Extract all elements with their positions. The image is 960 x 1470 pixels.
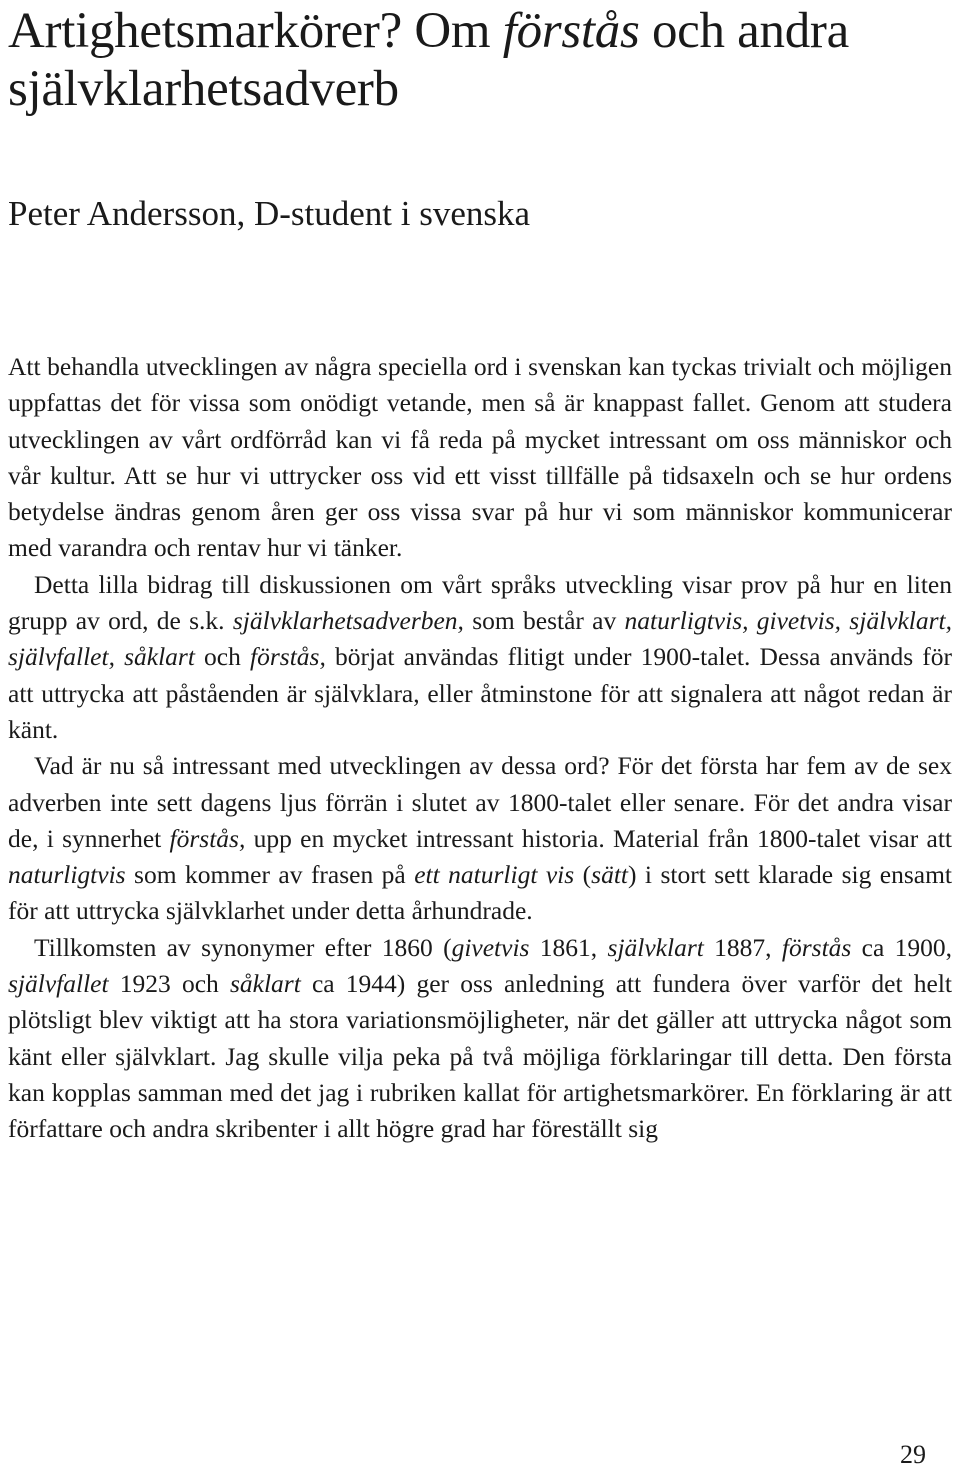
article-title <box>8 0 952 118</box>
italic-term: sätt <box>591 860 628 890</box>
text-run: ( <box>574 860 592 890</box>
italic-term: naturligtvis, givetvis, självklart, självfallet, såklart <box>8 606 953 672</box>
italic-term: självklarhetsadverben, <box>232 606 464 636</box>
text-run: ca 1900, <box>851 932 953 962</box>
paragraph-3 <box>8 748 952 929</box>
text-run: upp en mycket intressant historia. Material från 1800-talet visar att <box>245 823 952 853</box>
text-run: Detta lilla bidrag till diskussionen om vårt språks utveckling visar prov på hur en liten grupp av ord, de s.k. <box>8 569 952 636</box>
italic-term: förstås, <box>169 823 246 853</box>
paragraph-4 <box>8 930 952 1148</box>
italic-term: ett naturligt vis <box>414 860 575 890</box>
italic-term: naturligtvis <box>8 860 126 890</box>
text-run: ca 1944) ger oss anledning att fundera över varför det helt plötsligt blev viktigt att ha stora variationsmöjligheter, när det gäller att uttrycka något som känt eller självklart. Jag skulle vilja peka på två möjliga förklaringar till detta. Den första kan kopplas samman med det jag i rubriken kallat för artighetsmarkörer. En förklaring är att författare och andra skribenter i allt högre grad har föreställt sig <box>8 969 952 1144</box>
page-number: 29 <box>900 1440 926 1469</box>
italic-term: förstås <box>781 932 852 962</box>
italic-term: förstås, <box>250 642 326 672</box>
text-run: ) i stort sett klarade sig ensamt för att uttrycka självklarhet under detta århundrade. <box>8 860 953 926</box>
paragraph-1 <box>8 349 952 567</box>
italic-term: såklart <box>229 969 301 999</box>
text-run: 1923 och <box>108 969 230 999</box>
author-line: Peter Andersson, D-student i svenska <box>8 194 531 233</box>
text-run: Tillkomsten av synonymer efter 1860 ( <box>34 932 452 962</box>
text-run: 1887, <box>703 932 782 962</box>
paragraph-2 <box>8 567 952 748</box>
article-body <box>8 349 952 1148</box>
italic-term: självfallet <box>8 969 109 999</box>
text-run: som består av <box>463 606 625 636</box>
text-run: Att behandla utvecklingen av några speciella ord i svenskan kan tyckas trivialt och möjligen uppfattas det för vissa som onödigt vetande, men så är knappast fallet. Genom att studera utvecklingen av vårt ordförråd kan vi få reda på mycket intressant om oss människor och vår kultur. Att se hur vi uttrycker oss vid ett visst tillfälle på tidsaxeln och se hur ordens betydelse ändras genom åren ger oss vissa svar på hur vi som människor kommunicerar med varandra och rentav hur vi tänker. <box>8 352 952 563</box>
italic-term: självklart <box>607 932 704 962</box>
document-page <box>8 0 952 1148</box>
text-run: 1861, <box>529 932 608 962</box>
text-run: och <box>194 642 251 672</box>
text-run: börjat användas flitigt under 1900-talet. Dessa används för att uttrycka att påståenden är självklara, eller åtminstone för att signalera att något redan är känt. <box>8 642 953 744</box>
title-part-2-italic: förstås <box>502 3 640 59</box>
text-run: Vad är nu så intressant med utvecklingen av dessa ord? För det första har fem av de sex adverben inte sett dagens ljus förrän i slutet av 1800-talet eller senare. För det andra visar de, i synnerhet <box>8 751 952 853</box>
italic-term: givetvis <box>451 932 530 962</box>
title-part-3: och andra självklarhetsadverb <box>8 3 849 117</box>
text-run: som kommer av frasen på <box>125 860 415 890</box>
title-part-1: Artighetsmarkörer? Om <box>8 3 503 59</box>
